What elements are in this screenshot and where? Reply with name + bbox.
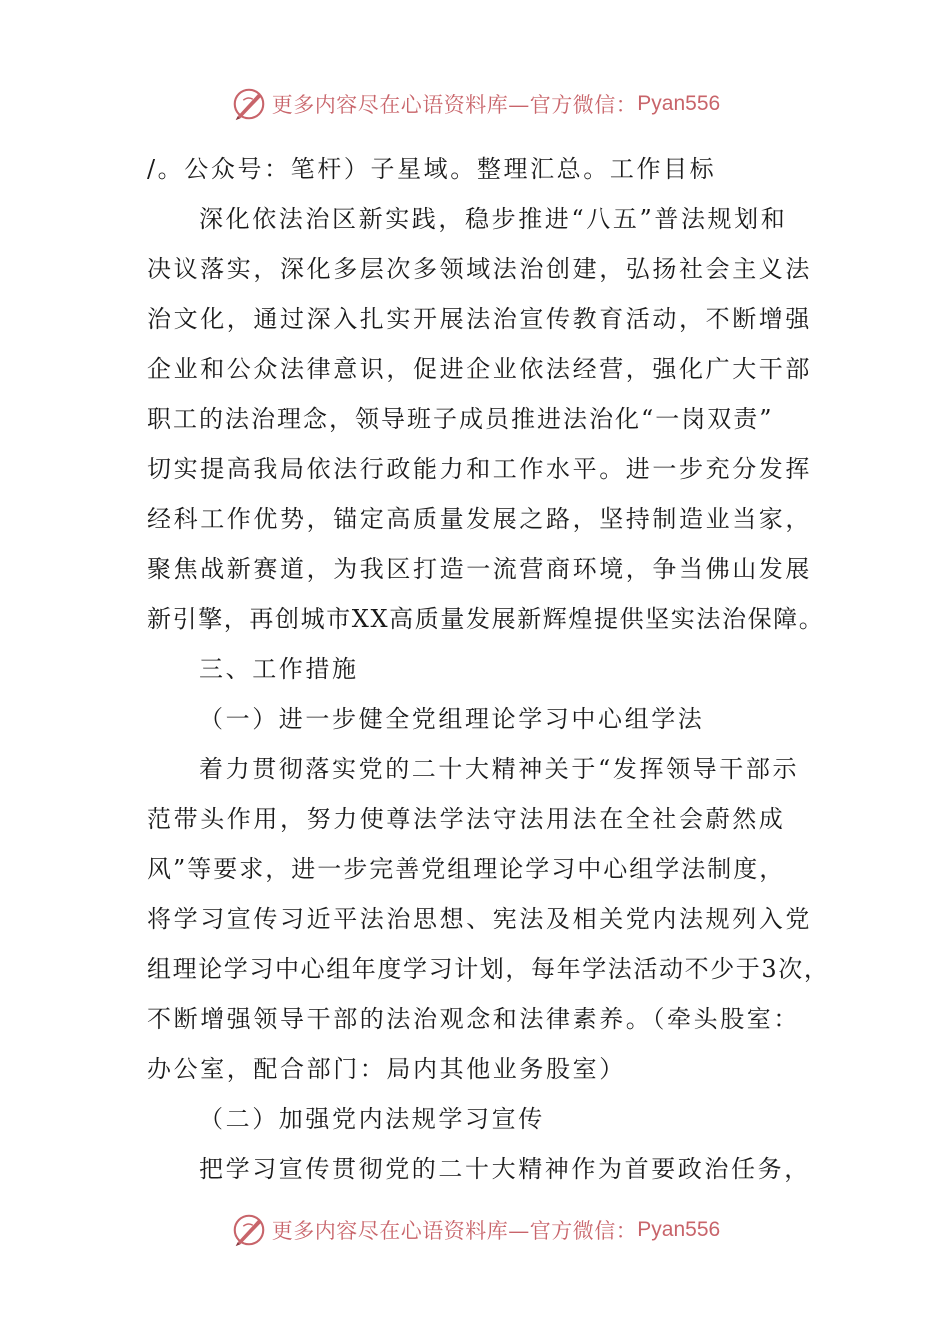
text-line: 不断增强领导干部的法治观念和法律素养。（牵头股室： — [147, 1005, 800, 1033]
section-heading: 三、工作措施 — [199, 655, 359, 683]
footer-banner — [0, 1210, 950, 1250]
subsection-heading: （一）进一步健全党组理论学习中心组学法 — [199, 705, 705, 733]
banner-text: 更多内容尽在心语资料库—官方微信： — [271, 93, 638, 117]
text-line: 治文化，通过深入扎实开展法治宣传教育活动，不断增强 — [147, 305, 812, 333]
text-line: 聚焦战新赛道，为我区打造一流营商环境，争当佛山发展 — [147, 555, 812, 583]
text-line: 把学习宣传贯彻党的二十大精神作为首要政治任务， — [199, 1155, 811, 1183]
banner-text: 更多内容尽在心语资料库—官方微信： — [271, 1219, 638, 1243]
text-line: 范带头作用，努力使尊法学法守法用法在全社会蔚然成 — [147, 805, 786, 833]
text-line: 风”等要求，进一步完善党组理论学习中心组学法制度， — [147, 855, 786, 883]
pen-logo-icon — [230, 85, 268, 123]
text-line: 将学习宣传习近平法治思想、宪法及相关党内法规列入党 — [147, 905, 812, 933]
text-line: /。公众号：笔杆）子星域。整理汇总。工作目标 — [147, 155, 717, 183]
subsection-heading: （二）加强党内法规学习宣传 — [199, 1105, 545, 1133]
document-body — [147, 144, 830, 1194]
banner-wechat-id: Pyan556 — [637, 1218, 721, 1241]
text-line: 着力贯彻落实党的二十大精神关于“发挥领导干部示 — [199, 755, 800, 783]
text-line: 组理论学习中心组年度学习计划，每年学法活动不少于3次， — [147, 955, 830, 983]
text-line: 企业和公众法律意识，促进企业依法经营，强化广大干部 — [147, 355, 812, 383]
text-line: 经科工作优势，锚定高质量发展之路，坚持制造业当家， — [147, 505, 812, 533]
text-line: 深化依法治区新实践，稳步推进“八五”普法规划和 — [199, 205, 788, 233]
header-banner — [0, 84, 950, 124]
text-line: 新引擎，再创城市XX高质量发展新辉煌提供坚实法治保障。 — [147, 605, 825, 633]
text-line: 切实提高我局依法行政能力和工作水平。进一步充分发挥 — [147, 455, 812, 483]
text-line: 办公室，配合部门：局内其他业务股室） — [147, 1055, 626, 1083]
text-line: 决议落实，深化多层次多领域法治创建，弘扬社会主义法 — [147, 255, 812, 283]
text-line: 职工的法治理念，领导班子成员推进法治化“一岗双责” — [147, 405, 774, 433]
banner-wechat-id: Pyan556 — [637, 92, 721, 115]
pen-logo-icon — [230, 1211, 268, 1249]
